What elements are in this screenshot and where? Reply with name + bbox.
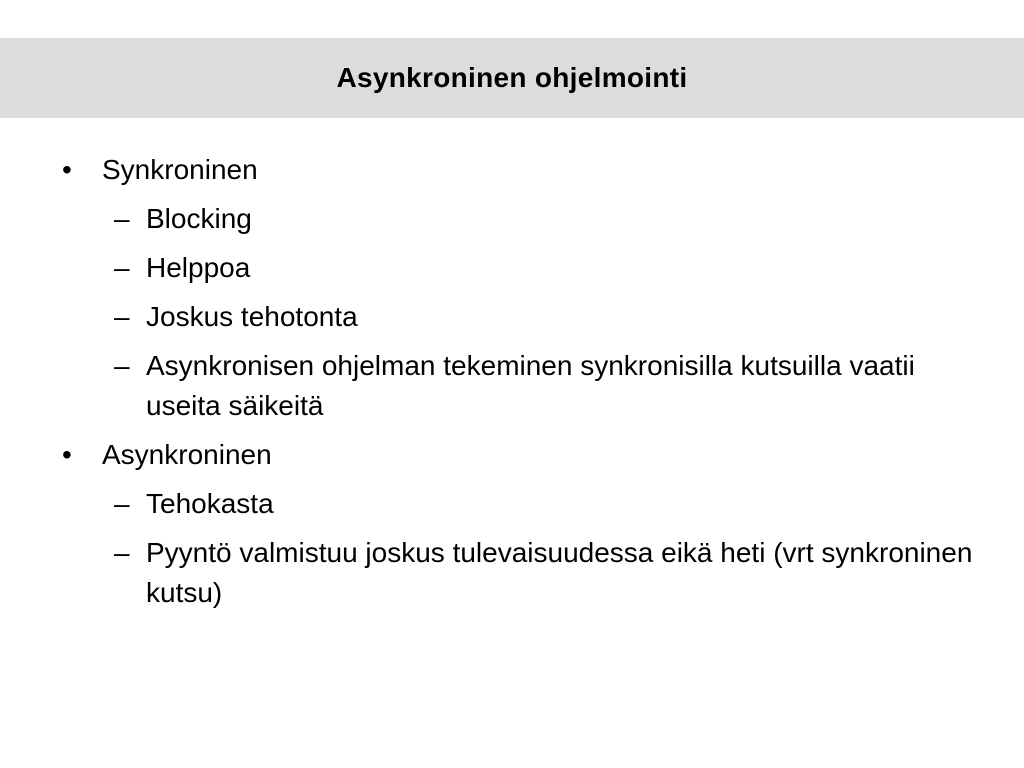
sub-item-text: Helppoa [146,252,251,283]
slide-title: Asynkroninen ohjelmointi [336,62,688,93]
dash-marker: – [114,252,130,283]
dash-marker: – [114,488,130,519]
bullet-item-synkroninen [58,150,988,190]
title-bar [0,38,1024,118]
sub-item-pyynto-valmistuu [58,533,988,613]
sub-item-helppoa [58,248,988,288]
dash-marker: – [114,203,130,234]
bullet-marker: • [62,439,72,470]
bullet-list [58,150,988,622]
sub-item-text: Asynkronisen ohjelman tekeminen synkronisilla kutsuilla vaatii useita säikeitä [146,350,915,421]
dash-marker: – [114,537,130,568]
sub-item-blocking [58,199,988,239]
sub-item-text: Tehokasta [146,488,274,519]
bullet-text: Synkroninen [102,154,258,185]
dash-marker: – [114,350,130,381]
sub-item-joskus-tehotonta [58,297,988,337]
sub-item-tehokasta [58,484,988,524]
dash-marker: – [114,301,130,332]
bullet-text: Asynkroninen [102,439,272,470]
sub-item-text: Blocking [146,203,252,234]
bullet-marker: • [62,154,72,185]
sub-item-text: Pyyntö valmistuu joskus tulevaisuudessa eikä heti (vrt synkroninen kutsu) [146,537,973,608]
bullet-item-asynkroninen [58,435,988,475]
sub-item-asynkronisen-ohjelman [58,346,988,426]
sub-item-text: Joskus tehotonta [146,301,358,332]
